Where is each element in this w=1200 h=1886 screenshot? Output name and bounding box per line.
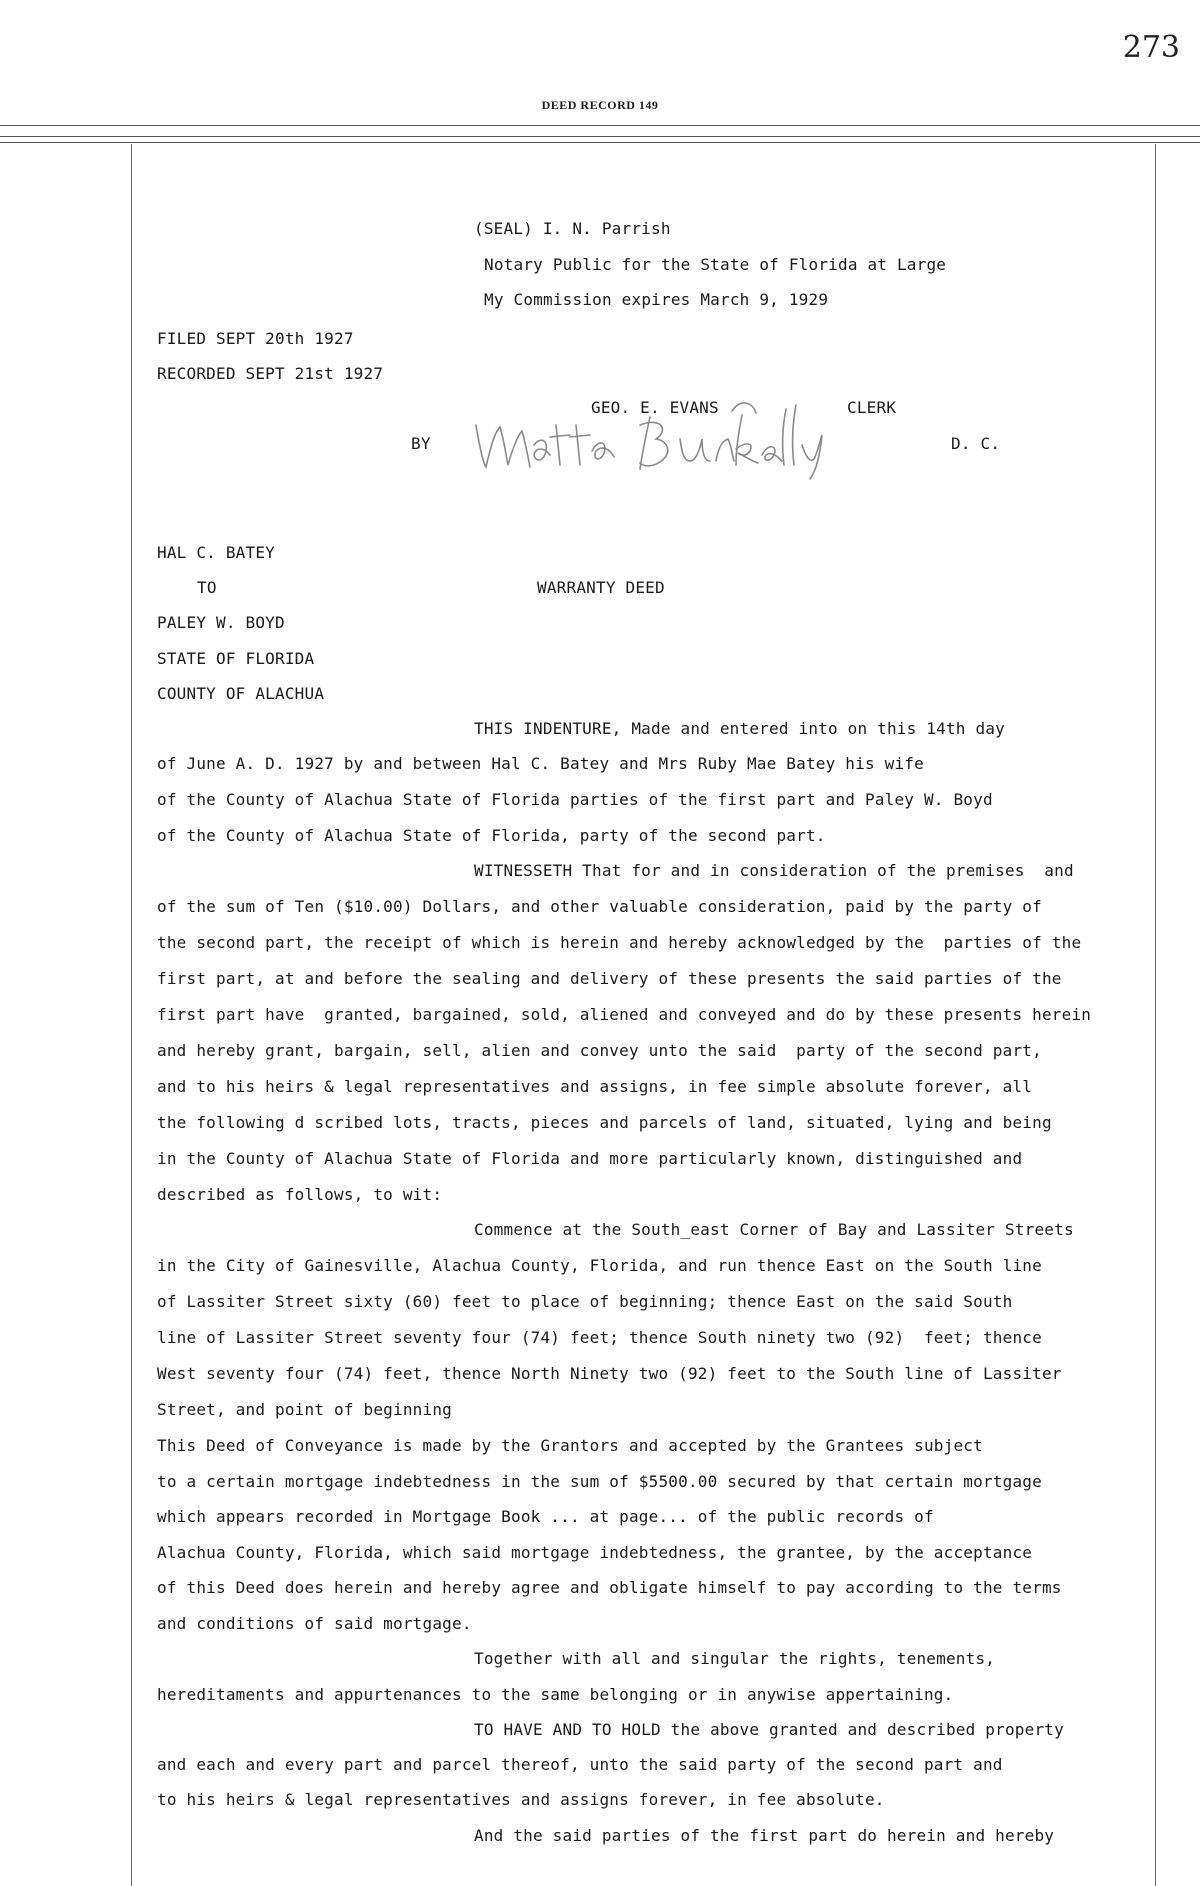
clerk-title: CLERK [847,398,897,417]
deed-text-line: of the County of Alachua State of Florida parties of the first part and Paley W. Boyd [157,790,993,809]
deed-text-line: line of Lassiter Street seventy four (74) feet; thence South ninety two (92) feet; thence [157,1328,1042,1347]
recorded-date: RECORDED SEPT 21st 1927 [157,364,384,383]
header-rule-2 [0,136,1200,137]
deed-text-line: and hereby grant, bargain, sell, alien and convey unto the said party of the second part, [157,1041,1042,1060]
deed-text-line: the following d scribed lots, tracts, pieces and parcels of land, situated, lying and being [157,1113,1052,1132]
deed-text-line: This Deed of Conveyance is made by the Grantors and accepted by the Grantees subject [157,1436,983,1455]
notary-title: Notary Public for the State of Florida at Large [484,255,947,274]
deed-text-line: Commence at the South_east Corner of Bay and Lassiter Streets [474,1220,1074,1239]
deed-text-line: first part, at and before the sealing and delivery of these presents the said parties of the [157,969,1062,988]
header-rule-3 [0,142,1200,143]
deed-text-line: in the City of Gainesville, Alachua County, Florida, and run thence East on the South line [157,1256,1042,1275]
page-number: 273 [1122,30,1180,65]
left-margin-rule [131,144,132,1886]
record-header: DEED RECORD 149 [541,98,659,112]
county-line: COUNTY OF ALACHUA [157,684,325,703]
deed-text-line: And the said parties of the first part do herein and hereby [474,1826,1055,1845]
deed-text-line: of the sum of Ten ($10.00) Dollars, and other valuable consideration, paid by the party of [157,897,1042,916]
deed-text-line: of the County of Alachua State of Florida, party of the second part. [157,826,826,845]
header-rule-1 [0,125,1200,126]
deed-text-line: first part have granted, bargained, sold, aliened and conveyed and do by these presents herein [157,1005,1092,1024]
deed-text-line: of June A. D. 1927 by and between Hal C. Batey and Mrs Ruby Mae Batey his wife [157,754,924,773]
deed-text-line: in the County of Alachua State of Florida and more particularly known, distinguished and [157,1149,1023,1168]
deed-text-line: THIS INDENTURE, Made and entered into on this 14th day [474,719,1005,738]
deed-text-line: hereditaments and appurtenances to the same belonging or in anywise appertaining. [157,1685,954,1704]
deed-text-line: described as follows, to wit: [157,1185,443,1204]
deed-text-line: of Lassiter Street sixty (60) feet to place of beginning; thence East on the said South [157,1292,1013,1311]
deed-text-line: and conditions of said mortgage. [157,1614,472,1633]
grantor-name: HAL C. BATEY [157,543,275,562]
deed-text-line: to a certain mortgage indebtedness in the sum of $5500.00 secured by that certain mortgage [157,1472,1042,1491]
deputy-clerk-signature [470,395,870,480]
by-label: BY [411,434,431,453]
clerk-name: GEO. E. EVANS [591,398,719,417]
deed-text-line: which appears recorded in Mortgage Book ... at page... of the public records of [157,1507,934,1526]
to-label: TO [197,578,217,597]
deed-text-line: Together with all and singular the rights, tenements, [474,1649,996,1668]
deed-text-line: of this Deed does herein and hereby agree and obligate himself to pay according to the terms [157,1578,1062,1597]
deed-text-line: and to his heirs & legal representatives and assigns, in fee simple absolute forever, all [157,1077,1033,1096]
state-line: STATE OF FLORIDA [157,649,315,668]
deputy-clerk-label: D. C. [951,434,1001,453]
deed-text-line: to his heirs & legal representatives and assigns forever, in fee absolute. [157,1790,885,1809]
notary-commission: My Commission expires March 9, 1929 [484,290,829,309]
deed-text-line: TO HAVE AND TO HOLD the above granted and described property [474,1720,1064,1739]
deed-text-line: the second part, the receipt of which is herein and hereby acknowledged by the parties of the [157,933,1082,952]
document-type: WARRANTY DEED [537,578,665,597]
notary-name: (SEAL) I. N. Parrish [474,219,671,238]
deed-text-line: West seventy four (74) feet, thence North Ninety two (92) feet to the South line of Lassiter [157,1364,1062,1383]
filed-date: FILED SEPT 20th 1927 [157,329,354,348]
right-margin-rule [1155,144,1156,1886]
deed-text-line: Alachua County, Florida, which said mortgage indebtedness, the grantee, by the acceptance [157,1543,1033,1562]
grantee-name: PALEY W. BOYD [157,613,285,632]
deed-text-line: and each and every part and parcel thereof, unto the said party of the second part and [157,1755,1003,1774]
deed-text-line: Street, and point of beginning [157,1400,452,1419]
deed-text-line: WITNESSETH That for and in consideration of the premises and [474,861,1074,880]
